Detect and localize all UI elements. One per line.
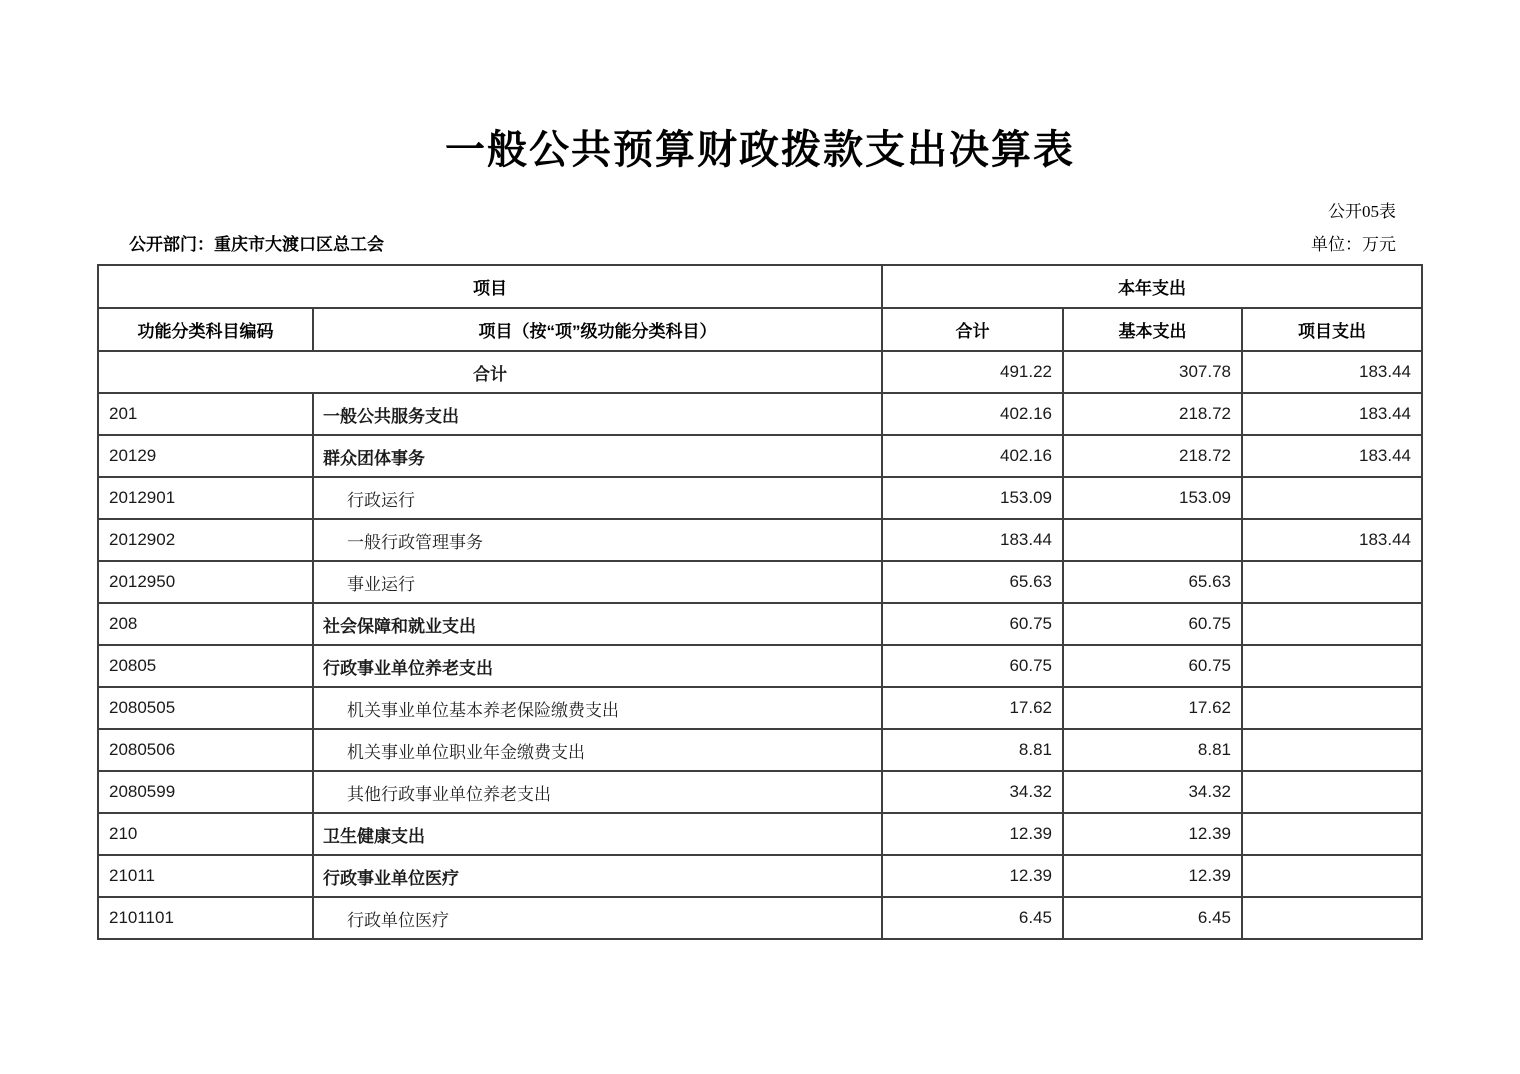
- header-col-code: 功能分类科目编码: [98, 308, 313, 351]
- header-col-item: 项目（按“项”级功能分类科目）: [313, 308, 882, 351]
- header-col-basic: 基本支出: [1063, 308, 1242, 351]
- row-project-cell: [1242, 729, 1422, 771]
- row-item-cell: 行政事业单位医疗: [313, 855, 882, 897]
- row-basic-cell: 17.62: [1063, 687, 1242, 729]
- total-row-project: 183.44: [1242, 351, 1422, 393]
- header-group-row: [98, 265, 1422, 308]
- row-code-cell: 210: [98, 813, 313, 855]
- row-code-cell: 201: [98, 393, 313, 435]
- row-code-cell: 2012902: [98, 519, 313, 561]
- row-basic-cell: 34.32: [1063, 771, 1242, 813]
- row-basic-cell: 6.45: [1063, 897, 1242, 939]
- row-total-cell: 153.09: [882, 477, 1063, 519]
- page-title: 一般公共预算财政拨款支出决算表: [445, 128, 1075, 172]
- meta-block: [98, 197, 1422, 255]
- row-total-cell: 402.16: [882, 435, 1063, 477]
- row-code-cell: 2080506: [98, 729, 313, 771]
- department-label: 公开部门：重庆市大渡口区总工会: [129, 235, 384, 254]
- row-basic-cell: 60.75: [1063, 645, 1242, 687]
- row-basic-cell: 8.81: [1063, 729, 1242, 771]
- row-total-cell: 60.75: [882, 645, 1063, 687]
- table-body: [98, 351, 1422, 939]
- table-row: [98, 435, 1422, 477]
- meta-row: [98, 230, 1422, 255]
- row-code-cell: 2012901: [98, 477, 313, 519]
- row-basic-cell: 153.09: [1063, 477, 1242, 519]
- total-row: [98, 351, 1422, 393]
- row-code-cell: 208: [98, 603, 313, 645]
- row-code-cell: 2080599: [98, 771, 313, 813]
- row-total-cell: 17.62: [882, 687, 1063, 729]
- table-row: [98, 477, 1422, 519]
- row-item-cell: 行政单位医疗: [313, 897, 882, 939]
- row-total-cell: 65.63: [882, 561, 1063, 603]
- table-row: [98, 897, 1422, 939]
- row-project-cell: [1242, 603, 1422, 645]
- total-row-basic: 307.78: [1063, 351, 1242, 393]
- unit-label: 单位：万元: [1311, 235, 1396, 254]
- table-row: [98, 603, 1422, 645]
- row-item-cell: 一般公共服务支出: [313, 393, 882, 435]
- row-code-cell: 2101101: [98, 897, 313, 939]
- row-total-cell: 402.16: [882, 393, 1063, 435]
- row-total-cell: 8.81: [882, 729, 1063, 771]
- row-basic-cell: 218.72: [1063, 393, 1242, 435]
- row-total-cell: 6.45: [882, 897, 1063, 939]
- row-item-cell: 群众团体事务: [313, 435, 882, 477]
- table-row: [98, 519, 1422, 561]
- row-basic-cell: 218.72: [1063, 435, 1242, 477]
- table-row: [98, 771, 1422, 813]
- sheet-code-label: 公开05表: [1328, 202, 1396, 221]
- table-row: [98, 393, 1422, 435]
- row-basic-cell: 65.63: [1063, 561, 1242, 603]
- row-project-cell: [1242, 771, 1422, 813]
- row-project-cell: [1242, 897, 1422, 939]
- table-row: [98, 855, 1422, 897]
- row-total-cell: 34.32: [882, 771, 1063, 813]
- row-total-cell: 12.39: [882, 855, 1063, 897]
- table-row: [98, 645, 1422, 687]
- row-item-cell: 其他行政事业单位养老支出: [313, 771, 882, 813]
- row-code-cell: 2080505: [98, 687, 313, 729]
- row-basic-cell: 12.39: [1063, 855, 1242, 897]
- row-item-cell: 社会保障和就业支出: [313, 603, 882, 645]
- row-code-cell: 20129: [98, 435, 313, 477]
- table-row: [98, 729, 1422, 771]
- row-project-cell: [1242, 813, 1422, 855]
- header-group-current-year: 本年支出: [882, 265, 1422, 308]
- row-code-cell: 20805: [98, 645, 313, 687]
- header-col-project: 项目支出: [1242, 308, 1422, 351]
- row-project-cell: [1242, 561, 1422, 603]
- row-project-cell: [1242, 855, 1422, 897]
- row-project-cell: 183.44: [1242, 393, 1422, 435]
- row-code-cell: 2012950: [98, 561, 313, 603]
- total-row-total: 491.22: [882, 351, 1063, 393]
- row-item-cell: 事业运行: [313, 561, 882, 603]
- header-columns-row: [98, 308, 1422, 351]
- budget-table: [97, 264, 1423, 940]
- row-item-cell: 一般行政管理事务: [313, 519, 882, 561]
- row-total-cell: 183.44: [882, 519, 1063, 561]
- table-row: [98, 687, 1422, 729]
- table-header: [98, 265, 1422, 351]
- table-row: [98, 561, 1422, 603]
- row-item-cell: 卫生健康支出: [313, 813, 882, 855]
- row-total-cell: 60.75: [882, 603, 1063, 645]
- row-item-cell: 机关事业单位基本养老保险缴费支出: [313, 687, 882, 729]
- row-item-cell: 行政事业单位养老支出: [313, 645, 882, 687]
- row-project-cell: [1242, 477, 1422, 519]
- row-project-cell: [1242, 687, 1422, 729]
- row-basic-cell: [1063, 519, 1242, 561]
- row-item-cell: 行政运行: [313, 477, 882, 519]
- table-row: [98, 813, 1422, 855]
- header-group-item: 项目: [98, 265, 882, 308]
- total-row-label: 合计: [98, 351, 882, 393]
- row-project-cell: 183.44: [1242, 519, 1422, 561]
- row-item-cell: 机关事业单位职业年金缴费支出: [313, 729, 882, 771]
- row-code-cell: 21011: [98, 855, 313, 897]
- row-basic-cell: 60.75: [1063, 603, 1242, 645]
- row-total-cell: 12.39: [882, 813, 1063, 855]
- row-basic-cell: 12.39: [1063, 813, 1242, 855]
- row-project-cell: [1242, 645, 1422, 687]
- row-project-cell: 183.44: [1242, 435, 1422, 477]
- header-col-total: 合计: [882, 308, 1063, 351]
